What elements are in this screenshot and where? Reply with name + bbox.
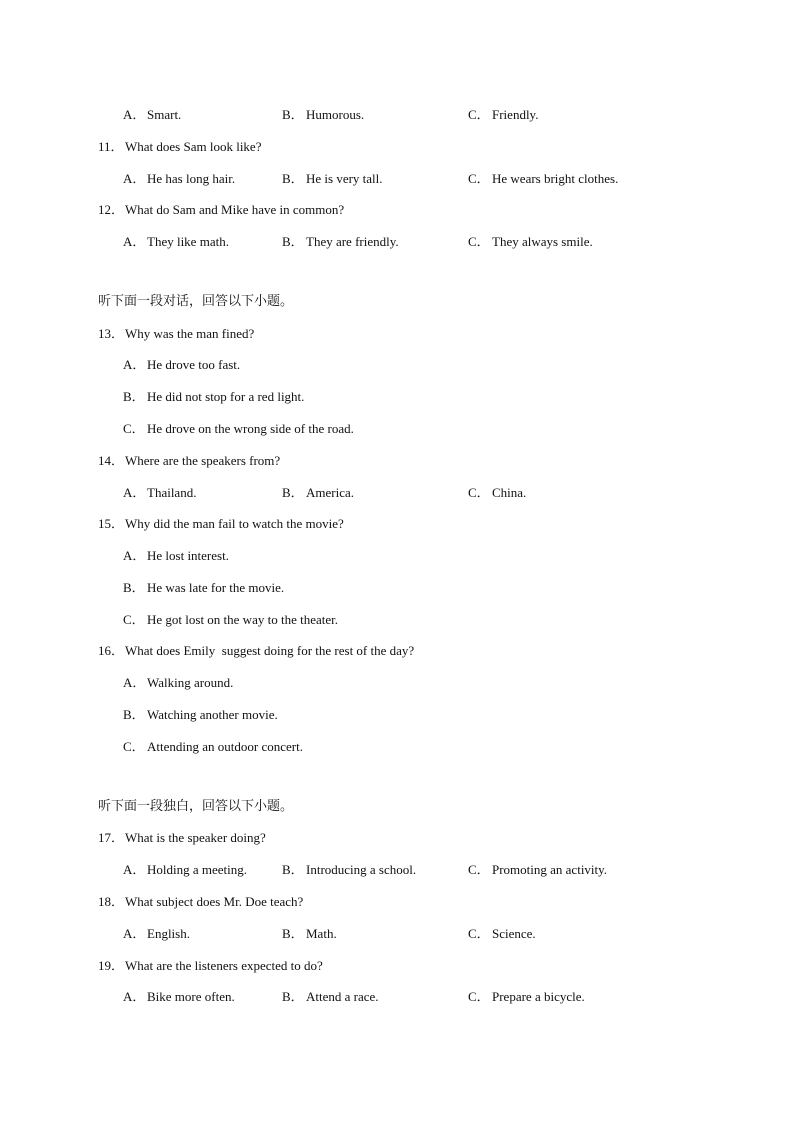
q17-option-c: C． Promoting an activity.: [468, 862, 608, 877]
q18-option-a: A． English.: [123, 926, 190, 941]
q14-option-b: B． America.: [282, 485, 355, 500]
q15-option-b: B． He was late for the movie.: [123, 580, 285, 595]
q12-option-b: B． They are friendly.: [282, 234, 399, 249]
q16-option-a: A． Walking around.: [123, 675, 234, 690]
q14-option-c: C． China.: [468, 485, 527, 500]
q16-option-c: C． Attending an outdoor concert.: [123, 739, 303, 754]
q14-option-a: A． Thailand.: [123, 485, 197, 500]
q16-question: 16．What does Emily suggest doing for the rest of the day?: [98, 643, 415, 658]
q19-option-c: C． Prepare a bicycle.: [468, 989, 585, 1004]
q17-option-b: B． Introducing a school.: [282, 862, 417, 877]
q15-option-c: C． He got lost on the way to the theater.: [123, 612, 338, 627]
q18-option-b: B． Math.: [282, 926, 337, 941]
q17-option-a: A． Holding a meeting.: [123, 862, 248, 877]
q19-question: 19．What are the listeners expected to do?: [98, 958, 323, 973]
q16-option-b: B． Watching another movie.: [123, 707, 278, 722]
q18-question: 18．What subject does Mr. Doe teach?: [98, 894, 304, 909]
q11-option-a: A． He has long hair.: [123, 171, 236, 186]
q13-option-b: B． He did not stop for a red light.: [123, 389, 305, 404]
q10-option-c: C． Friendly.: [468, 107, 539, 122]
q15-option-a: A． He lost interest.: [123, 548, 229, 563]
q13-option-a: A． He drove too fast.: [123, 357, 241, 372]
section-heading-monologue: 听下面一段独白，回答以下小题。: [98, 799, 294, 814]
q11-question: 11．What does Sam look like?: [98, 139, 262, 154]
q11-option-b: B． He is very tall.: [282, 171, 383, 186]
q18-option-c: C． Science.: [468, 926, 536, 941]
q17-question: 17．What is the speaker doing?: [98, 830, 266, 845]
q19-option-b: B． Attend a race.: [282, 989, 379, 1004]
q10-option-b: B． Humorous.: [282, 107, 365, 122]
q12-question: 12．What do Sam and Mike have in common?: [98, 202, 345, 217]
q10-option-a: A． Smart.: [123, 107, 182, 122]
q13-question: 13．Why was the man fined?: [98, 326, 255, 341]
q15-question: 15．Why did the man fail to watch the movie?: [98, 516, 344, 531]
q14-question: 14．Where are the speakers from?: [98, 453, 281, 468]
section-heading-dialogue: 听下面一段对话，回答以下小题。: [98, 294, 294, 309]
q12-option-a: A． They like math.: [123, 234, 229, 249]
q12-option-c: C． They always smile.: [468, 234, 593, 249]
q19-option-a: A． Bike more often.: [123, 989, 235, 1004]
q11-option-c: C． He wears bright clothes.: [468, 171, 619, 186]
q13-option-c: C． He drove on the wrong side of the road.: [123, 421, 354, 436]
